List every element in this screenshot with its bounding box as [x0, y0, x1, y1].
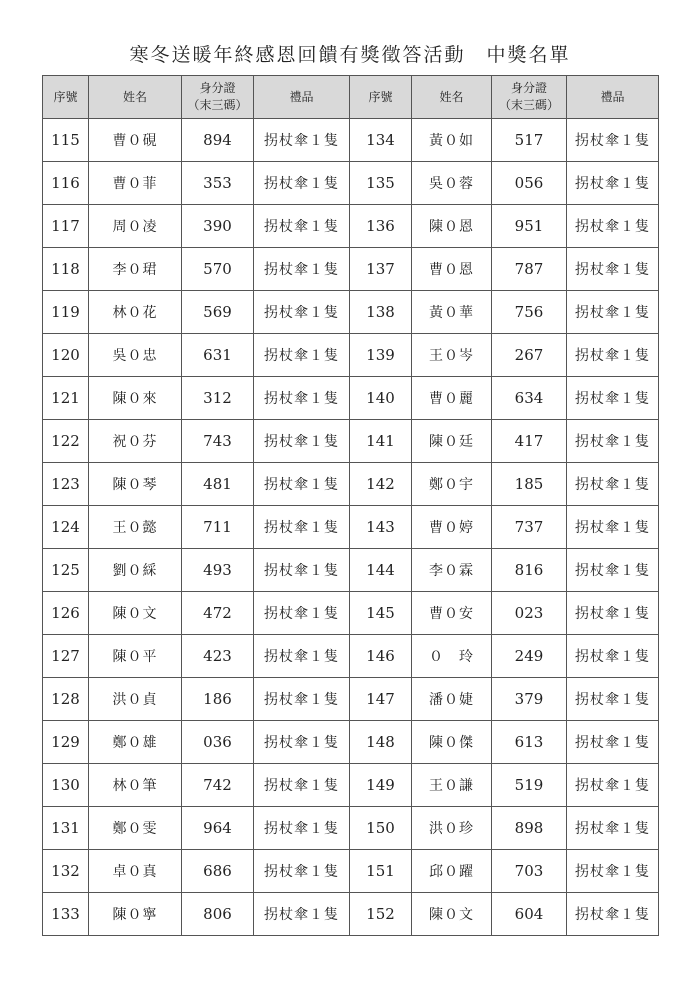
id-cell: 634: [492, 377, 567, 420]
seq-cell: 123: [43, 463, 89, 506]
id-cell: 423: [182, 635, 254, 678]
table-row: [43, 635, 659, 678]
id-cell: 604: [492, 893, 567, 936]
name-cell: 陳０寧: [89, 893, 182, 936]
seq-cell: 126: [43, 592, 89, 635]
prize-cell: 拐杖傘１隻: [567, 893, 659, 936]
name-cell: 曹０恩: [412, 248, 492, 291]
seq-cell: 117: [43, 205, 89, 248]
id-cell: 249: [492, 635, 567, 678]
prize-cell: 拐杖傘１隻: [254, 850, 350, 893]
prize-cell: 拐杖傘１隻: [254, 807, 350, 850]
seq-cell: 129: [43, 721, 89, 764]
prize-cell: 拐杖傘１隻: [567, 506, 659, 549]
seq-cell: 130: [43, 764, 89, 807]
seq-cell: 137: [350, 248, 412, 291]
table-row: [43, 377, 659, 420]
name-cell: 曹０麗: [412, 377, 492, 420]
id-cell: 711: [182, 506, 254, 549]
prize-cell: 拐杖傘１隻: [567, 420, 659, 463]
id-cell: 686: [182, 850, 254, 893]
name-cell: 陳０來: [89, 377, 182, 420]
table-row: [43, 162, 659, 205]
seq-cell: 144: [350, 549, 412, 592]
table-row: [43, 248, 659, 291]
id-cell: 894: [182, 119, 254, 162]
header-id: [492, 76, 567, 119]
name-cell: 卓０真: [89, 850, 182, 893]
header-seq: 序號: [350, 76, 412, 119]
id-cell: 353: [182, 162, 254, 205]
id-cell: 743: [182, 420, 254, 463]
id-cell: 787: [492, 248, 567, 291]
name-cell: 洪０貞: [89, 678, 182, 721]
seq-cell: 133: [43, 893, 89, 936]
header-prize: 禮品: [254, 76, 350, 119]
prize-cell: 拐杖傘１隻: [254, 162, 350, 205]
id-cell: 964: [182, 807, 254, 850]
prize-cell: 拐杖傘１隻: [254, 678, 350, 721]
id-cell: 756: [492, 291, 567, 334]
name-cell: 陳０廷: [412, 420, 492, 463]
header-name: 姓名: [89, 76, 182, 119]
name-cell: 吳０蓉: [412, 162, 492, 205]
name-cell: ０ 玲: [412, 635, 492, 678]
seq-cell: 125: [43, 549, 89, 592]
name-cell: 陳０恩: [412, 205, 492, 248]
seq-cell: 152: [350, 893, 412, 936]
prize-cell: 拐杖傘１隻: [254, 506, 350, 549]
id-cell: 481: [182, 463, 254, 506]
name-cell: 祝０芬: [89, 420, 182, 463]
seq-cell: 146: [350, 635, 412, 678]
seq-cell: 136: [350, 205, 412, 248]
prize-cell: 拐杖傘１隻: [567, 205, 659, 248]
name-cell: 黃０華: [412, 291, 492, 334]
prize-cell: 拐杖傘１隻: [254, 291, 350, 334]
prize-cell: 拐杖傘１隻: [567, 463, 659, 506]
prize-cell: 拐杖傘１隻: [254, 205, 350, 248]
header-id-line2: （末三碼）: [498, 98, 559, 112]
prize-cell: 拐杖傘１隻: [567, 764, 659, 807]
id-cell: 570: [182, 248, 254, 291]
seq-cell: 150: [350, 807, 412, 850]
table-row: [43, 678, 659, 721]
prize-cell: 拐杖傘１隻: [567, 592, 659, 635]
prize-cell: 拐杖傘１隻: [254, 248, 350, 291]
id-cell: 613: [492, 721, 567, 764]
id-cell: 631: [182, 334, 254, 377]
prize-cell: 拐杖傘１隻: [254, 463, 350, 506]
winners-table: [42, 75, 659, 936]
table-row: [43, 506, 659, 549]
name-cell: 王０懿: [89, 506, 182, 549]
name-cell: 陳０傑: [412, 721, 492, 764]
id-cell: 379: [492, 678, 567, 721]
id-cell: 517: [492, 119, 567, 162]
table-row: [43, 420, 659, 463]
name-cell: 曹０菲: [89, 162, 182, 205]
name-cell: 潘０婕: [412, 678, 492, 721]
prize-cell: 拐杖傘１隻: [254, 420, 350, 463]
name-cell: 劉０綵: [89, 549, 182, 592]
name-cell: 曹０婷: [412, 506, 492, 549]
id-cell: 186: [182, 678, 254, 721]
name-cell: 李０霖: [412, 549, 492, 592]
name-cell: 陳０文: [89, 592, 182, 635]
seq-cell: 134: [350, 119, 412, 162]
table-row: [43, 893, 659, 936]
name-cell: 鄭０雯: [89, 807, 182, 850]
id-cell: 951: [492, 205, 567, 248]
name-cell: 林０筆: [89, 764, 182, 807]
name-cell: 林０花: [89, 291, 182, 334]
seq-cell: 143: [350, 506, 412, 549]
prize-cell: 拐杖傘１隻: [254, 377, 350, 420]
seq-cell: 122: [43, 420, 89, 463]
prize-cell: 拐杖傘１隻: [254, 592, 350, 635]
prize-cell: 拐杖傘１隻: [567, 377, 659, 420]
id-cell: 267: [492, 334, 567, 377]
id-cell: 816: [492, 549, 567, 592]
id-cell: 312: [182, 377, 254, 420]
seq-cell: 149: [350, 764, 412, 807]
seq-cell: 119: [43, 291, 89, 334]
seq-cell: 132: [43, 850, 89, 893]
prize-cell: 拐杖傘１隻: [254, 635, 350, 678]
header-prize: 禮品: [567, 76, 659, 119]
name-cell: 陳０琴: [89, 463, 182, 506]
seq-cell: 140: [350, 377, 412, 420]
name-cell: 王０岑: [412, 334, 492, 377]
prize-cell: 拐杖傘１隻: [254, 721, 350, 764]
id-cell: 472: [182, 592, 254, 635]
id-cell: 417: [492, 420, 567, 463]
name-cell: 吳０忠: [89, 334, 182, 377]
table-row: [43, 119, 659, 162]
table-body: [43, 119, 659, 936]
seq-cell: 148: [350, 721, 412, 764]
id-cell: 185: [492, 463, 567, 506]
table-row: [43, 205, 659, 248]
prize-cell: 拐杖傘１隻: [567, 850, 659, 893]
id-cell: 390: [182, 205, 254, 248]
header-row: [43, 76, 659, 119]
prize-cell: 拐杖傘１隻: [567, 162, 659, 205]
prize-cell: 拐杖傘１隻: [254, 549, 350, 592]
prize-cell: 拐杖傘１隻: [254, 334, 350, 377]
table-row: [43, 721, 659, 764]
name-cell: 王０謙: [412, 764, 492, 807]
seq-cell: 147: [350, 678, 412, 721]
id-cell: 023: [492, 592, 567, 635]
header-seq: 序號: [43, 76, 89, 119]
name-cell: 黃０如: [412, 119, 492, 162]
table-row: [43, 549, 659, 592]
header-id-line1: 身分證: [199, 81, 236, 96]
id-cell: 742: [182, 764, 254, 807]
seq-cell: 120: [43, 334, 89, 377]
name-cell: 陳０平: [89, 635, 182, 678]
table-row: [43, 850, 659, 893]
table-row: [43, 592, 659, 635]
table-row: [43, 334, 659, 377]
prize-cell: 拐杖傘１隻: [567, 334, 659, 377]
name-cell: 鄭０雄: [89, 721, 182, 764]
seq-cell: 116: [43, 162, 89, 205]
prize-cell: 拐杖傘１隻: [567, 678, 659, 721]
id-cell: 493: [182, 549, 254, 592]
seq-cell: 124: [43, 506, 89, 549]
prize-cell: 拐杖傘１隻: [567, 119, 659, 162]
table-row: [43, 764, 659, 807]
seq-cell: 151: [350, 850, 412, 893]
seq-cell: 135: [350, 162, 412, 205]
id-cell: 806: [182, 893, 254, 936]
id-cell: 898: [492, 807, 567, 850]
header-id: [182, 76, 254, 119]
seq-cell: 121: [43, 377, 89, 420]
id-cell: 737: [492, 506, 567, 549]
table-row: [43, 807, 659, 850]
seq-cell: 131: [43, 807, 89, 850]
table-row: [43, 291, 659, 334]
prize-cell: 拐杖傘１隻: [254, 764, 350, 807]
name-cell: 鄭０宇: [412, 463, 492, 506]
name-cell: 周０凌: [89, 205, 182, 248]
seq-cell: 145: [350, 592, 412, 635]
table-row: [43, 463, 659, 506]
prize-cell: 拐杖傘１隻: [567, 635, 659, 678]
page-title: 寒冬送暖年終感恩回饋有獎徵答活動 中獎名單: [129, 44, 571, 66]
header-name: 姓名: [412, 76, 492, 119]
name-cell: 李０珺: [89, 248, 182, 291]
prize-cell: 拐杖傘１隻: [254, 893, 350, 936]
seq-cell: 138: [350, 291, 412, 334]
name-cell: 洪０珍: [412, 807, 492, 850]
seq-cell: 115: [43, 119, 89, 162]
name-cell: 曹０安: [412, 592, 492, 635]
seq-cell: 142: [350, 463, 412, 506]
prize-cell: 拐杖傘１隻: [254, 119, 350, 162]
id-cell: 056: [492, 162, 567, 205]
id-cell: 569: [182, 291, 254, 334]
id-cell: 036: [182, 721, 254, 764]
id-cell: 703: [492, 850, 567, 893]
prize-cell: 拐杖傘１隻: [567, 291, 659, 334]
seq-cell: 128: [43, 678, 89, 721]
seq-cell: 127: [43, 635, 89, 678]
prize-cell: 拐杖傘１隻: [567, 807, 659, 850]
name-cell: 邱０躍: [412, 850, 492, 893]
prize-cell: 拐杖傘１隻: [567, 721, 659, 764]
prize-cell: 拐杖傘１隻: [567, 248, 659, 291]
name-cell: 曹０硯: [89, 119, 182, 162]
name-cell: 陳０文: [412, 893, 492, 936]
id-cell: 519: [492, 764, 567, 807]
prize-cell: 拐杖傘１隻: [567, 549, 659, 592]
seq-cell: 139: [350, 334, 412, 377]
seq-cell: 118: [43, 248, 89, 291]
header-id-line1: 身分證: [510, 81, 547, 96]
seq-cell: 141: [350, 420, 412, 463]
header-id-line2: （末三碼）: [187, 98, 248, 112]
